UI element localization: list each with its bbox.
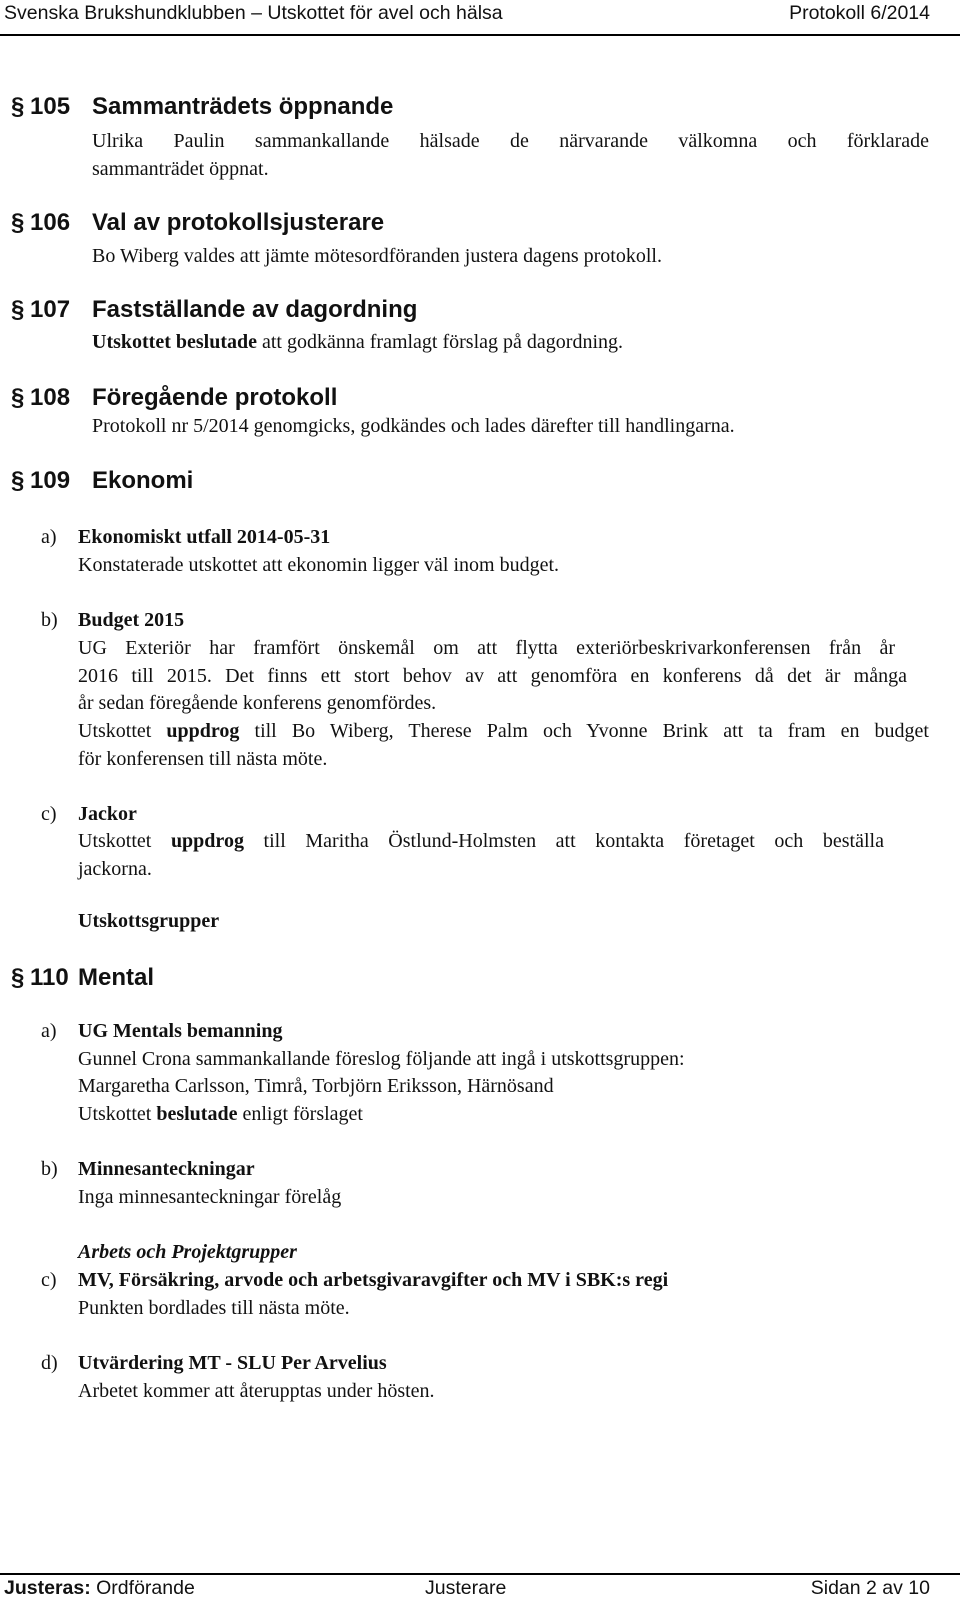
- section-title-106: Val av protokollsjusterare: [92, 209, 385, 236]
- text-fragment: till Maritha Östlund-Holmsten att kontakta företaget och beställa: [243, 830, 884, 852]
- header-divider: [0, 34, 960, 36]
- section-title-107: Fastställande av dagordning: [92, 296, 418, 323]
- section-title-110: Mental: [78, 964, 155, 991]
- text-fragment: enligt förslaget: [237, 1103, 363, 1125]
- item-text: Gunnel Crona sammankallande föreslog följande att ingå i utskottsgruppen:: [78, 1048, 685, 1070]
- section-105-text-2: sammanträdet öppnat.: [92, 158, 269, 180]
- item-title-ekonomiskt-utfall: Ekonomiskt utfall 2014-05-31: [78, 526, 331, 548]
- footer-divider: [0, 1573, 960, 1575]
- decision-emphasis: uppdrog: [166, 720, 240, 742]
- item-title-utvardering-mt: Utvärdering MT - SLU Per Arvelius: [78, 1352, 387, 1374]
- section-107-text: [92, 331, 623, 354]
- item-text: Arbetet kommer att återupptas under hösten.: [78, 1380, 435, 1402]
- text-fragment: Utskottet: [78, 1103, 157, 1125]
- section-symbol: §: [11, 93, 25, 120]
- header-organisation: Svenska Brukshundklubben – Utskottet för avel och hälsa: [4, 2, 503, 24]
- section-number-105: 105: [30, 93, 71, 120]
- footer-ordforande: Ordförande: [96, 1577, 195, 1599]
- subheading-utskottsgrupper: Utskottsgrupper: [78, 910, 220, 932]
- section-107-rest: att godkänna framlagt förslag på dagordning.: [257, 331, 623, 353]
- item-label: c): [41, 803, 57, 825]
- section-symbol: §: [11, 467, 25, 494]
- item-text: Margaretha Carlsson, Timrå, Torbjörn Eriksson, Härnösand: [78, 1075, 554, 1097]
- item-text: år sedan föregående konferens genomfördes.: [78, 692, 437, 714]
- section-number-109: 109: [30, 467, 71, 494]
- subheading-arbets-och-projektgrupper: Arbets och Projektgrupper: [78, 1241, 297, 1263]
- item-title-jackor: Jackor: [78, 803, 137, 825]
- text-fragment: Utskottet: [78, 830, 171, 852]
- item-label: b): [41, 609, 58, 631]
- section-number-107: 107: [30, 296, 71, 323]
- section-number-106: 106: [30, 209, 71, 236]
- item-text: Konstaterade utskottet att ekonomin ligger väl inom budget.: [78, 554, 560, 576]
- item-text: Inga minnesanteckningar förelåg: [78, 1186, 342, 1208]
- item-text: jackorna.: [78, 858, 152, 880]
- section-title-109: Ekonomi: [92, 467, 194, 494]
- footer-signatures: [4, 1577, 195, 1600]
- decision-emphasis: Utskottet beslutade: [92, 331, 257, 353]
- section-title-105: Sammanträdets öppnande: [92, 93, 394, 120]
- item-label: b): [41, 1158, 58, 1180]
- footer-page-number: Sidan 2 av 10: [810, 1577, 930, 1599]
- header-protocol-number: Protokoll 6/2014: [789, 2, 930, 24]
- item-title-budget: Budget 2015: [78, 609, 185, 631]
- item-text: UG Exteriör har framfört önskemål om att flytta exteriörbeskrivarkonferensen från år: [78, 637, 895, 659]
- text-fragment: Utskottet: [78, 720, 167, 742]
- text-fragment: till Bo Wiberg, Therese Palm och Yvonne Brink att ta fram en budget: [239, 720, 929, 742]
- item-text: Punkten bordlades till nästa möte.: [78, 1297, 350, 1319]
- item-label: a): [41, 1020, 57, 1042]
- decision-emphasis: beslutade: [156, 1103, 238, 1125]
- section-number-110: 110: [30, 964, 69, 991]
- section-108-text: Protokoll nr 5/2014 genomgicks, godkändes och lades därefter till handlingarna.: [92, 415, 735, 437]
- section-symbol: §: [11, 209, 25, 236]
- item-label: a): [41, 526, 57, 548]
- item-title-mv-forsakring: MV, Försäkring, arvode och arbetsgivaravgifter och MV i SBK:s regi: [78, 1269, 669, 1291]
- item-label: d): [41, 1352, 58, 1374]
- footer-justerare: Justerare: [425, 1577, 507, 1599]
- footer-justeras-label: Justeras:: [4, 1577, 91, 1599]
- item-text: 2016 till 2015. Det finns ett stort behov av att genomföra en konferens då det är många: [78, 665, 907, 687]
- section-symbol: §: [11, 964, 25, 991]
- decision-emphasis: uppdrog: [170, 830, 244, 852]
- item-text: för konferensen till nästa möte.: [78, 748, 328, 770]
- item-title-minnesanteckningar: Minnesanteckningar: [78, 1158, 255, 1180]
- item-text: [78, 720, 929, 743]
- item-text: [78, 830, 884, 853]
- item-label: c): [41, 1269, 57, 1291]
- section-symbol: §: [11, 296, 25, 323]
- section-105-text: Ulrika Paulin sammankallande hälsade de närvarande välkomna och förklarade: [92, 130, 929, 152]
- item-title-ug-mentals-bemanning: UG Mentals bemanning: [78, 1020, 283, 1042]
- section-number-108: 108: [30, 384, 71, 411]
- item-text: [78, 1103, 363, 1126]
- section-title-108: Föregående protokoll: [92, 384, 338, 411]
- section-106-text: Bo Wiberg valdes att jämte mötesordföranden justera dagens protokoll.: [92, 245, 662, 267]
- section-symbol: §: [11, 384, 25, 411]
